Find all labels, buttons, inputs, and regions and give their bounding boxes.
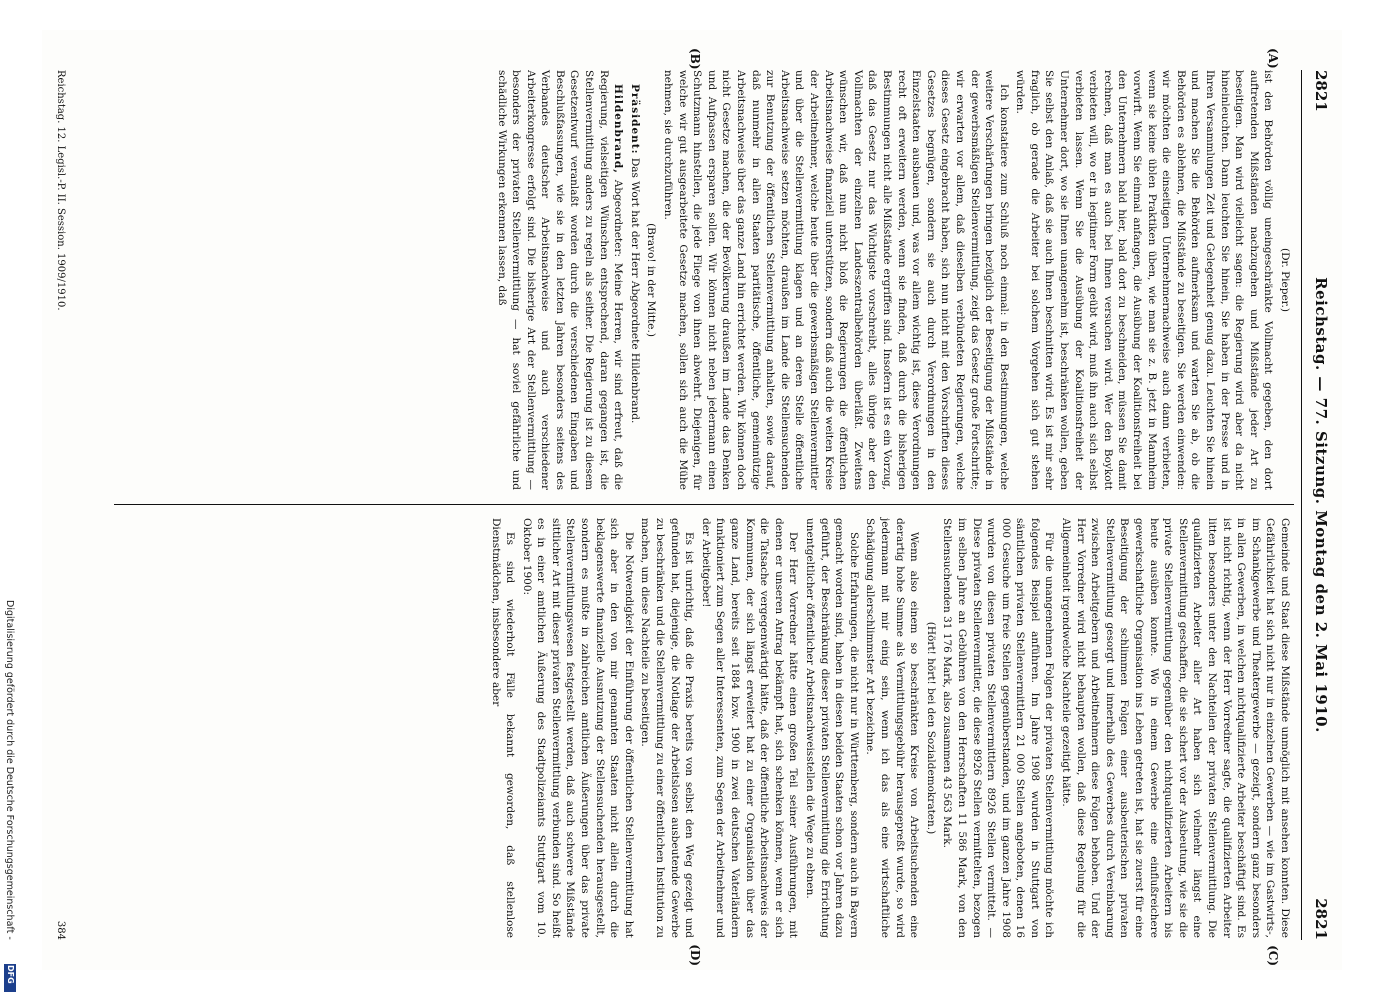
digitization-text: Digitalisierung gefördert durch die Deutsche Forschungsgemeinschaft -	[4, 600, 15, 940]
margin-letter-d: (D)	[687, 944, 702, 966]
paragraph: Wenn also einem so beschränkten Kreise von Arbeitsuchenden eine derartig hohe Summe als Vermittlungsgebühr herausgepreßt wurde, so wird jedermann mit mir einig sein, wenn ich das als eine wirtschaftliche Schädigung allerschlimmster Art bezeichne.	[863, 518, 920, 938]
speaker-text: Meine Herren, wir sind erfreut, daß die Regierung, vielseitigen Wünschen entsprechend, daran gegangen ist, die Stellenvermittlung anders zu regeln als seither. Die Regierung ist zu diesem Gesetzentwurf veranlaßt worden durch die verschiedenen Eingaben und Beschlußfassungen, wie sie in den letzten Jahren besonders seitens des Verbandes deutscher Arbeitsnachweise und auch verschiedener Arbeiterkongresse erfolgt sind. Die bisherige Art der Stellenvermittlung — besonders der privaten Stellenvermittlung — hat soviel gefährliche und schädliche Wirkungen erkennen lassen, daß	[495, 70, 624, 490]
right-column	[485, 518, 1291, 938]
page-header	[1304, 70, 1330, 940]
header-rule	[1301, 70, 1302, 940]
digitization-note	[3, 600, 17, 994]
page-number-left: 2821	[1311, 70, 1330, 112]
president-label: Präsident:	[628, 84, 641, 155]
paragraph: Es sind wiederholt Fälle bekannt geworden, daß stellenlose Dienstmädchen, insbesondere aber	[489, 518, 516, 938]
rotated-document-page	[42, 30, 1342, 970]
interjection-note: (Hört! hört! bei den Sozialdemokraten.)	[924, 621, 937, 835]
president-paragraph	[627, 70, 642, 490]
footer-page-number: 384	[54, 920, 66, 940]
margin-letter-a: (A)	[1265, 48, 1280, 69]
speaker-name: Hildenbrand,	[611, 84, 624, 174]
speaker-tag: (Dr. Pieper.)	[1278, 248, 1291, 312]
dfg-logo-icon	[4, 964, 16, 992]
applause-note: (Bravo! in der Mitte.)	[644, 223, 657, 337]
column-divider	[114, 504, 1294, 505]
speaker-paragraph	[493, 70, 624, 490]
paragraph: Gemeinde und Staat diese Mißstände unmöglich mit ansehen konnten. Diese Gefährlichkeit hat sich nicht nur in einzelnen Gewerben — wie im Gastwirts-, im Schankgewerbe und Theatergewerbe — gezeigt, sondern ganz besonders in allen Gewerben, in welchen nichtqualifizierte Arbeiter beschäftigt sind. Es ist nicht richtig, wenn der Herr Vorredner sagte, die qualifizierten Arbeiter litten besonders unter den Nachteilen der privaten Stellenvermittlung. Die qualifizierten Arbeiter aller Art haben sich vielmehr längst eine Stellenvermittlung geschaffen, die sie sichert vor der Ausbeutung, wie sie die private Stellenvermittlung gegenüber den nichtqualifizierten Arbeitern bis heute ausüben konnte. Wo in einem Gewerbe eine einflußreichere gewerkschaftliche Organisation ins Leben getreten ist, hat sie zuerst für eine Beseitigung der schlimmen Folgen einer ausbeuterischen privaten Stellenvermittlung gesorgt und innerhalb des Gewerbes durch Vereinbarung zwischen Arbeitgebern und Arbeitnehmern diese Folgen behoben. Und der Herr Vorredner wird nicht behaupten wollen, daß diese Regelung für die Allgemeinheit irgendwelche Nachteile gezeitigt hätte.	[1059, 518, 1291, 938]
paragraph: Die Notwendigkeit der Einführung der öffentlichen Stellenvermittlung hat sich aber in den von mir genannten Staaten nicht allein durch die beklagenswerte finanzielle Ausnutzung der Stellensuchenden herausgestellt, sondern es mußte in zahlreichen amtlichen Äußerungen über das private Stellenvermittlungswesen festgestellt werden, daß auch schwere Mißstände sittlicher Art mit dieser privaten Stellenvermittlung verbunden sind. So heißt es in einer amtlichen Äußerung des Stadtpolizeiamts Stuttgart vom 10. Oktober 1900:	[520, 518, 635, 938]
paragraph: Der Herr Vorredner hätte einen großen Teil seiner Ausführungen, mit denen er unseren Antrag bekämpft hat, sich schenken können, wenn er sich die Tatsache vergegenwärtigt hätte, daß der öffentliche Arbeitsnachweis der Kommunen, der sich längst erweitert hat zu einer Organisation über das ganze Land, bereits seit 1884 bzw. 1900 in zwei deutschen Vaterländern funktioniert zum Segen aller Interessenten, zum Segen der Arbeitnehmer und der Arbeitgeber!	[699, 518, 799, 938]
paragraph: Es ist unrichtig, daß die Praxis bereits von selbst den Weg gezeigt und gefunden hat, diejenige, die Notlage der Arbeitslosen ausbeutende Gewerbe zu beschränken und die Stellenvermittlung zu einer öffentlichen Institution zu machen, um diese Nachteile zu beseitigen.	[638, 518, 695, 938]
margin-letter-b: (B)	[687, 48, 702, 70]
dfg-logo-text: DFG	[6, 965, 15, 984]
paragraph: Solche Erfahrungen, die nicht nur in Württemberg, sondern auch in Bayern gemacht worden sind, haben in diesen beiden Staaten schon vor Jahren dazu geführt, der Beschränkung dieser privaten Stellenvermittlung die Errichtung unentgeltlicher öffentlicher Arbeitsnachweisstellen die Wege zu ebnen.	[803, 518, 860, 938]
left-column	[491, 70, 1291, 490]
paragraph: Für die unangenehmen Folgen der privaten Stellenvermittlung möchte ich folgendes Beispiel anführen. Im Jahre 1908 wurden in Stuttgart von sämtlichen privaten Stellenvermittlern 21 000 Stellen angeboten, denen 16 000 Gesuche um freie Stellen gegenüberstanden, und im ganzen Jahre 1908 wurden von diesen privaten Stellenvermittlern 8926 Stellen vermittelt. — Diese privaten Stellenvermittler, die diese 8926 Stellen vermittelten, bezogen im selben Jahre an Gebühren von den Herrschaften 11 586 Mark, von den Stellensuchenden 31 176 Mark, also zusammen 43 563 Mark.	[940, 518, 1055, 938]
footer-session: Reichstag. 12. Legisl.-P. II. Session. 1909/1910.	[54, 70, 66, 311]
page-title: Reichstag. — 77. Sitzung. Montag den 2. Mai 1910.	[1311, 277, 1330, 733]
speaker-role: Abgeordneter:	[611, 179, 624, 258]
president-text: Das Wort hat der Herr Abgeordnete Hildenbrand.	[628, 157, 641, 424]
paragraph: ist den Behörden völlig uneingeschränkte Vollmacht gegeben, den dort auftretenden Mißständen nachzugehen und Mißstände jeder Art zu beseitigen. Man wird vielleicht sagen: die Regierung wird aber da nicht hineinleuchten. Dann leuchten Sie hinein, Sie haben in der Presse und in Ihren Versammlungen Zeit und Gelegenheit genug dazu. Leuchten Sie hinein und machen Sie die Behörden aufmerksam und warten Sie ab, ob die Behörden es ablehnen, die Mißstände zu beseitigen. Sie werden einwenden: wir möchten die einseitigen Unternehmernachweise auch dann verbieten, wenn sie keine üblen Praktiken üben, wie man sie z. B. jetzt in Mannheim vorwirft. Wenn Sie einmal anfangen, die Ausübung der Koalitionsfreiheit bei den Unternehmern bald hier, bald dort zu beschneiden, müssen Sie damit rechnen, daß man es auch bei Ihnen versuchen wird. Wer den Boykott verbieten will, wo er in legitimer Form geübt wird, muß ihn auch sich selbst verbieten lassen. Wenn Sie die Ausübung der Koalitionsfreiheit der Unternehmer dort, wo sie Ihnen unangenehm ist, beschränken wollen, geben Sie selbst den Anlaß, daß sie auch Ihnen beschnitten wird. Es ist mir sehr fraglich, ob gerade die Arbeiter bei solchem Vorgehen sich gut stehen würden.	[1013, 70, 1274, 490]
paragraph: Ich konstatiere zum Schluß noch einmal: in den Bestimmungen, welche weitere Verschärfungen bringen bezüglich der Beseitigung der Mißstände in der gewerbsmäßigen Stellenvermittlung, zeigt das Gesetz große Fortschritte; wir erwarten vor allem, daß dieselben verbündeten Regierungen, welche dieses Gesetz eingebracht haben, sich nun nicht mit den Vorschriften dieses Gesetzes begnügen, sondern sie auch durch Verordnungen in den Einzelstaaten ausbauen und, was vor allem wichtig ist, diese Verordnungen recht oft erweitern werden, wenn sie finden, daß durch die bisherigen Bestimmungen nicht alle Mißstände ergriffen sind. Insofern ist es ein Vorzug, daß das Gesetz nur das Wichtigste vorschreibt, alles übrige aber den Vollmachten der einzelnen Landeszentralbehörden überläßt. Zweitens wünschen wir, daß nun nicht bloß die Regierungen die öffentlichen Arbeitsnachweise finanziell unterstützen, sondern daß auch die weiten Kreise der Arbeitnehmer, welche heute über die gewerbsmäßigen Stellenvermittler und über die Stellenvermittlung klagen und an deren Stelle öffentliche Arbeitsnachweise setzen möchten, draußen im Lande die Stellensuchenden zur Benutzung der öffentlichen Stellenvermittlung anhalten, sowie darauf, daß nunmehr in allen Staaten paritätische, öffentliche, gemeinnützige Arbeitsnachweise über das ganze Land hin errichtet werden. Wir können doch nicht Gesetze machen, die der Bevölkerung draußen im Lande das Denken und Aufpassen ersparen sollen. Wir können nicht neben jedermann einen Schutzmann hinstellen, die jede Fliege von ihnen abwehrt. Diejenigen, für welche wir gut ausgearbeitete Gesetze machen, sollen sich auch die Mühe nehmen, sie durchzuführen.	[661, 70, 1010, 490]
margin-letter-c: (C)	[1265, 945, 1280, 966]
page-number-right: 2821	[1311, 898, 1330, 940]
